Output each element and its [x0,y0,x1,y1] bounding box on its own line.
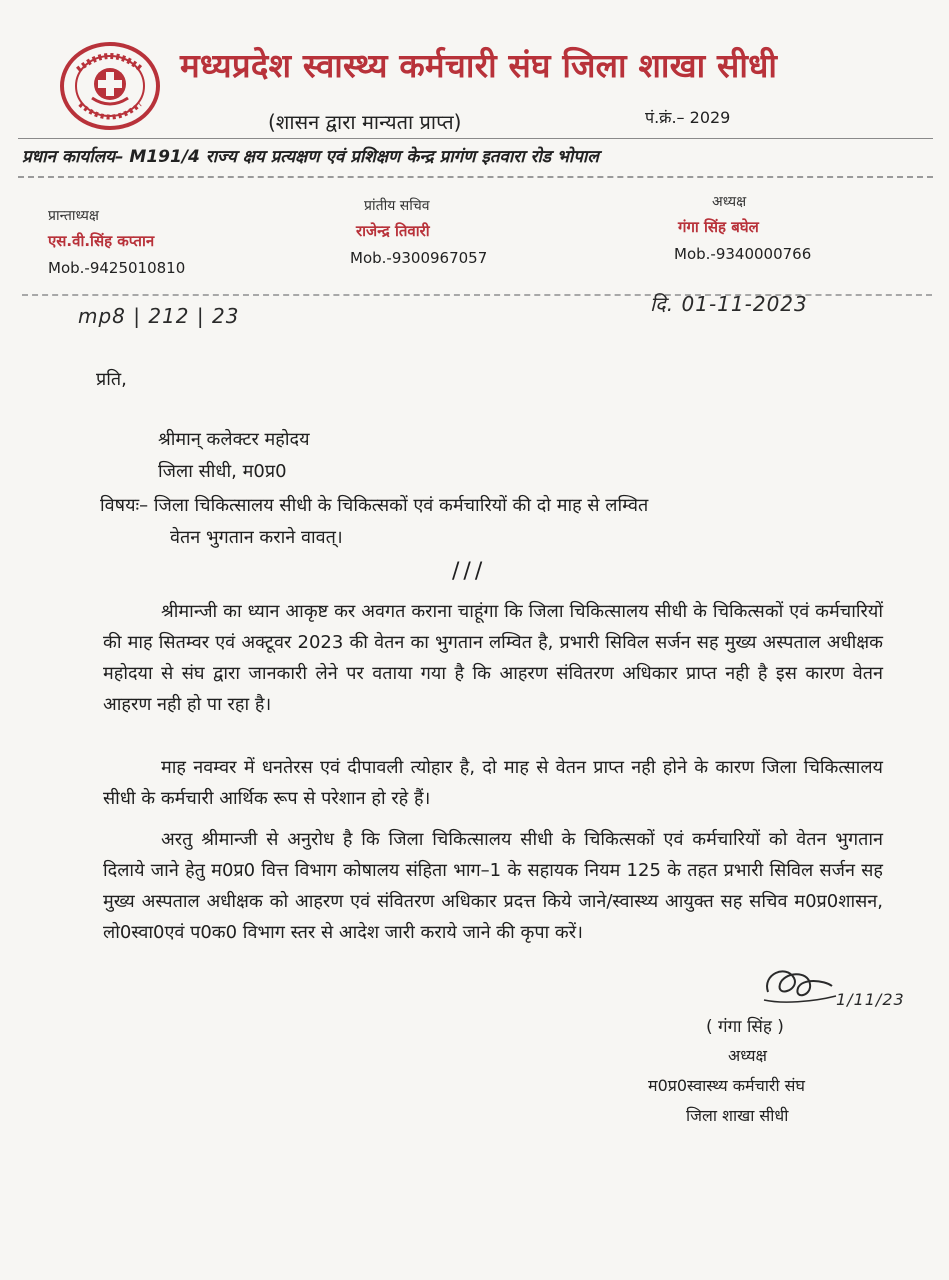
recognition-status: (शासन द्वारा मान्यता प्राप्त) [268,110,462,134]
officer-mobile: Mob.-9425010810 [48,259,186,277]
officer-name: गंगा सिंह बघेल [678,218,759,236]
officer-name: राजेन्द्र तिवारी [356,222,430,240]
officer-title: प्रांतीय सचिव [364,198,430,214]
officer-state-secretary [350,196,487,267]
officer-mobile: Mob.-9340000766 [674,245,812,263]
signature-scribble [758,962,838,1008]
subject-line-1: विषयः– जिला चिकित्सालय सीधी के चिकित्सकों एवं कर्मचारियों की दो माह से लम्वित [100,495,649,516]
addressee-line-2: जिला सीधी, म0प्र0 [158,461,287,482]
handwritten-reference-number: mp8 | 212 | 23 [78,304,240,328]
signatory-name: ( गंगा सिंह ) [706,1017,784,1037]
officer-mobile: Mob.-9300967057 [350,249,488,267]
signatory-org-line-2: जिला शाखा सीधी [686,1106,789,1125]
handwritten-date: दि. 01-11-2023 [650,292,808,316]
officer-title: प्रान्ताध्यक्ष [48,208,99,224]
signatory-org-line-1: म0प्र0स्वास्थ्य कर्मचारी संघ [648,1076,805,1095]
addressee-line-1: श्रीमान् कलेक्टर महोदय [158,429,310,450]
header-dashed-divider [18,176,933,178]
separator-marks: /// [452,559,487,584]
officer-name: एस.वी.सिंह कप्तान [48,232,155,250]
body-paragraph-3: अरतु श्रीमान्जी से अनुरोध है कि जिला चिकित्सालय सीधी के चिकित्सकों एवं कर्मचारियों को वेतन भुगतान दिलाये जाने हेतु म0प्र0 वित्त विभाग कोषालय संहिता भाग–1 के सहायक नियम 125 के तहत प्रभारी सिविल सर्जन सह मुख्य अस्पताल अधीक्षक को आहरण एवं संवितरण अधिकार प्रदत्त किये जाने/स्वास्थ्य आयुक्त सह सचिव म0प्र0शासन, लो0स्वा0एवं प0क0 विभाग स्तर से आदेश जारी कराये जाने की कृपा करें। [103,829,883,943]
head-office-address: प्रधान कार्यालय– M191/4 राज्य क्षय प्रत्यक्षण एवं प्रशिक्षण केन्द्र प्रागंण इतवारा रोड भोपाल [22,147,599,167]
union-seal-logo [58,40,162,132]
header-divider [18,138,933,139]
organization-name: मध्यप्रदेश स्वास्थ्य कर्मचारी संघ जिला शाखा सीधी [180,46,778,85]
officer-president [674,192,811,263]
registration-number: पं.क्रं.– 2029 [645,108,731,127]
signature-date: 1/11/23 [836,990,905,1009]
signatory-designation: अध्यक्ष [728,1046,767,1065]
officer-state-president [48,206,185,277]
body-paragraph-1: श्रीमान्जी का ध्यान आकृष्ट कर अवगत कराना चाहूंगा कि जिला चिकित्सालय सीधी के चिकित्सकों एवं कर्मचारियों की माह सितम्वर एवं अक्टूवर 2023 की वेतन का भुगतान लम्वित है, प्रभारी सिविल सर्जन सह मुख्य अस्पताल अधीक्षक महोदया से संघ द्वारा जानकारी लेने पर वताया गया है कि आहरण संवितरण अधिकार प्राप्त नही है इस कारण वेतन आहरण नही हो पा रहा है। [103,601,883,715]
subject-line-2: वेतन भुगतान कराने वावत्। [170,527,343,548]
salutation-to: प्रति, [96,369,127,390]
body-paragraph-2: माह नवम्वर में धनतेरस एवं दीपावली त्योहार है, दो माह से वेतन प्राप्त नही होने के कारण जिला चिकित्सालय सीधी के कर्मचारी आर्थिक रूप से परेशान हो रहे हैं। [103,757,883,809]
officer-title: अध्यक्ष [712,194,747,210]
